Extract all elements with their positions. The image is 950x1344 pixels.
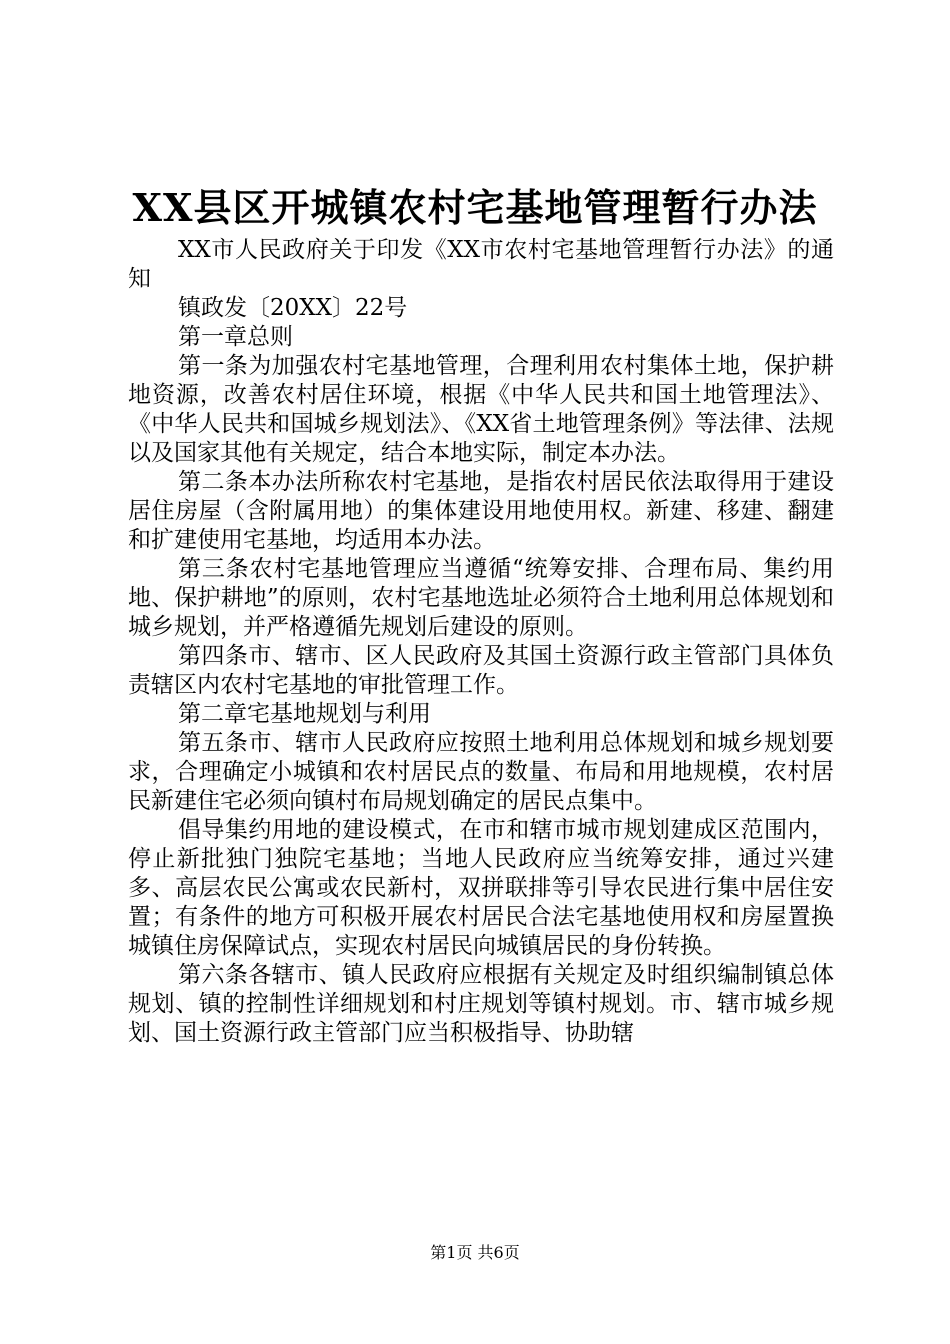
article-paragraph: 第三条农村宅基地管理应当遵循“统筹安排、合理布局、集约用地、保护耕地”的原则，农村宅基地选址必须符合土地利用总体规划和城乡规划，并严格遵循先规划后建设的原则。	[128, 556, 834, 640]
chapter-heading: 第一章总则	[178, 324, 293, 350]
document-number-paragraph: 镇政发〔20XX〕22号	[178, 295, 408, 321]
document-body	[128, 236, 834, 1048]
document-title: XX县区开城镇农村宅基地管理暂行办法	[132, 185, 818, 230]
notice-heading-paragraph: XX市人民政府关于印发《XX市农村宅基地管理暂行办法》的通知	[128, 237, 834, 292]
article-paragraph: 第四条市、辖市、区人民政府及其国土资源行政主管部门具体负责辖区内农村宅基地的审批管理工作。	[128, 643, 834, 698]
body-paragraph: 倡导集约用地的建设模式，在市和辖市城市规划建成区范围内，停止新批独门独院宅基地；当地人民政府应当统筹安排，通过兴建多、高层农民公寓或农民新村，双拼联排等引导农民进行集中居住安置；有条件的地方可积极开展农村居民合法宅基地使用权和房屋置换城镇住房保障试点，实现农村居民向城镇居民的身份转换。	[128, 817, 834, 959]
article-paragraph: 第二条本办法所称农村宅基地，是指农村居民依法取得用于建设居住房屋（含附属用地）的集体建设用地使用权。新建、移建、翻建和扩建使用宅基地，均适用本办法。	[128, 469, 834, 553]
article-paragraph: 第一条为加强农村宅基地管理，合理利用农村集体土地，保护耕地资源，改善农村居住环境，根据《中华人民共和国土地管理法》、《中华人民共和国城乡规划法》、《XX省土地管理条例》等法律、法规以及国家其他有关规定，结合本地实际，制定本办法。	[128, 353, 834, 466]
page-footer: 第1页 共6页	[430, 1243, 520, 1262]
article-paragraph: 第五条市、辖市人民政府应按照土地利用总体规划和城乡规划要求，合理确定小城镇和农村居民点的数量、布局和用地规模，农村居民新建住宅必须向镇村布局规划确定的居民点集中。	[128, 730, 834, 814]
chapter-heading: 第二章宅基地规划与利用	[178, 701, 431, 727]
article-paragraph: 第六条各辖市、镇人民政府应根据有关规定及时组织编制镇总体规划、镇的控制性详细规划和村庄规划等镇村规划。市、辖市城乡规划、国土资源行政主管部门应当积极指导、协助辖	[128, 962, 834, 1046]
